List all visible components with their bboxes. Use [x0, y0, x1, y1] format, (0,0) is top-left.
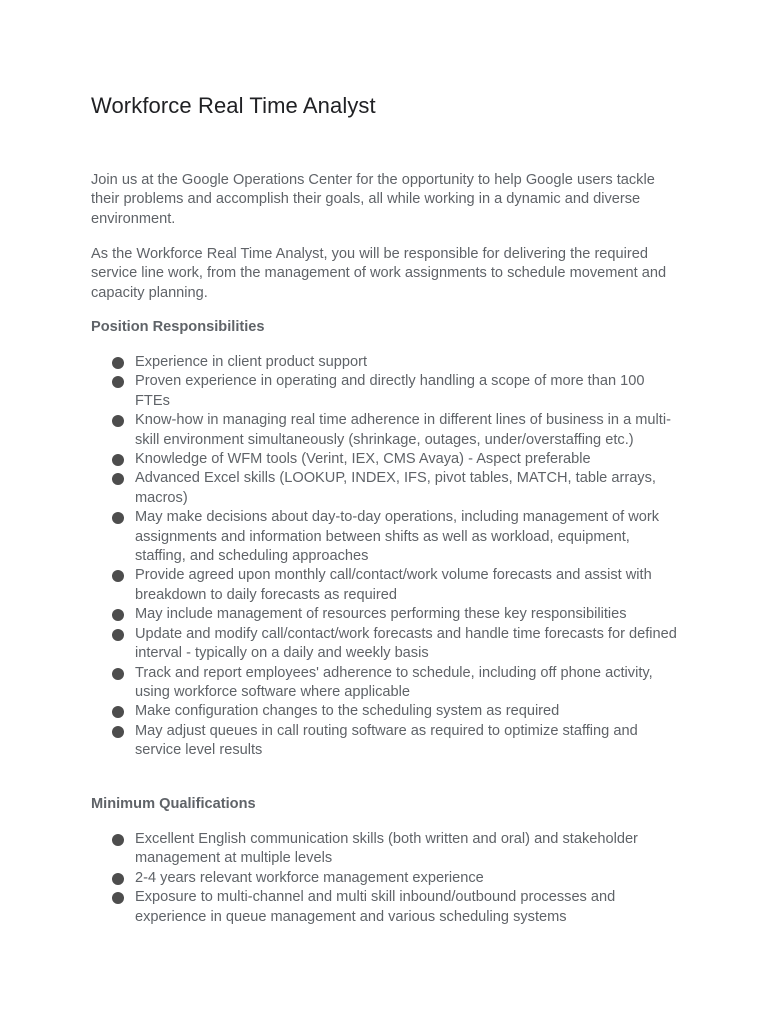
- bullet-icon: [112, 376, 124, 388]
- bullet-icon: [112, 834, 124, 846]
- intro-paragraph: Join us at the Google Operations Center for the opportunity to help Google users tackle their problems and accomplish their goals, all while working in a dynamic and diverse environment.: [91, 172, 655, 227]
- list-item: [91, 625, 681, 664]
- role-paragraph: As the Workforce Real Time Analyst, you will be responsible for delivering the required service line work, from the management of work assignments to schedule movement and capacity planning.: [91, 246, 667, 301]
- bullet-icon: [112, 454, 124, 466]
- list-item-text: Excellent English communication skills (both written and oral) and stakeholder management at multiple levels: [135, 831, 638, 867]
- bullet-icon: [112, 609, 124, 621]
- list-item: [91, 664, 681, 703]
- list-item-text: Know-how in managing real time adherence in different lines of business in a multi-skill environment simultaneously (shrinkage, outages, under/overstaffing etc.): [135, 412, 671, 448]
- bullet-icon: [112, 570, 124, 582]
- list-item-text: May adjust queues in call routing software as required to optimize staffing and service level results: [135, 722, 638, 759]
- list-item-text: Knowledge of WFM tools (Verint, IEX, CMS Avaya) - Aspect preferable: [135, 451, 591, 468]
- list-item-text: Exposure to multi-channel and multi skill inbound/outbound processes and experience in queue management and various scheduling systems: [135, 889, 616, 925]
- bullet-icon: [112, 873, 124, 885]
- list-item-text: May include management of resources performing these key responsibilities: [135, 606, 627, 623]
- list-item-text: Update and modify call/contact/work forecasts and handle time forecasts for defined interval - typically on a daily and weekly basis: [135, 625, 677, 662]
- list-item: [91, 469, 681, 508]
- list-item: [91, 605, 681, 624]
- section-heading-responsibilities: Position Responsibilities: [91, 319, 265, 335]
- list-item-text: Experience in client product support: [135, 354, 368, 370]
- page-title: Workforce Real Time Analyst: [91, 93, 376, 118]
- list-item-text: Advanced Excel skills (LOOKUP, INDEX, IFS, pivot tables, MATCH, table arrays, macros): [135, 470, 656, 506]
- list-item-text: 2-4 years relevant workforce management experience: [135, 869, 484, 886]
- list-item: [91, 869, 681, 888]
- list-item: [91, 508, 681, 566]
- section-heading-qualifications: Minimum Qualifications: [91, 796, 256, 812]
- list-item: [91, 888, 681, 927]
- list-item-text: Proven experience in operating and directly handling a scope of more than 100 FTEs: [135, 373, 645, 409]
- list-item: [91, 411, 681, 450]
- list-item-text: May make decisions about day-to-day operations, including management of work assignments and information between shifts as well as workload, equipment, staffing, and scheduling approaches: [135, 509, 660, 565]
- list-item-text: Track and report employees' adherence to schedule, including off phone activity, using workforce software where applicable: [135, 664, 653, 700]
- list-item: [91, 722, 681, 761]
- bullet-icon: [112, 629, 124, 641]
- bullet-icon: [112, 892, 124, 904]
- list-item: [91, 372, 681, 411]
- bullet-icon: [112, 706, 124, 718]
- list-item: [91, 450, 681, 469]
- list-item: [91, 702, 681, 721]
- bullet-icon: [112, 357, 124, 369]
- bullet-icon: [112, 668, 124, 680]
- list-item-text: Provide agreed upon monthly call/contact/work volume forecasts and assist with breakdown to daily forecasts as required: [135, 567, 652, 603]
- responsibilities-list: [91, 353, 681, 761]
- bullet-icon: [112, 726, 124, 738]
- bullet-icon: [112, 415, 124, 427]
- list-item: [91, 353, 681, 372]
- bullet-icon: [112, 473, 124, 485]
- qualifications-list: [91, 830, 681, 927]
- bullet-icon: [112, 512, 124, 524]
- list-item-text: Make configuration changes to the scheduling system as required: [135, 703, 560, 720]
- list-item: [91, 566, 681, 605]
- list-item: [91, 830, 681, 869]
